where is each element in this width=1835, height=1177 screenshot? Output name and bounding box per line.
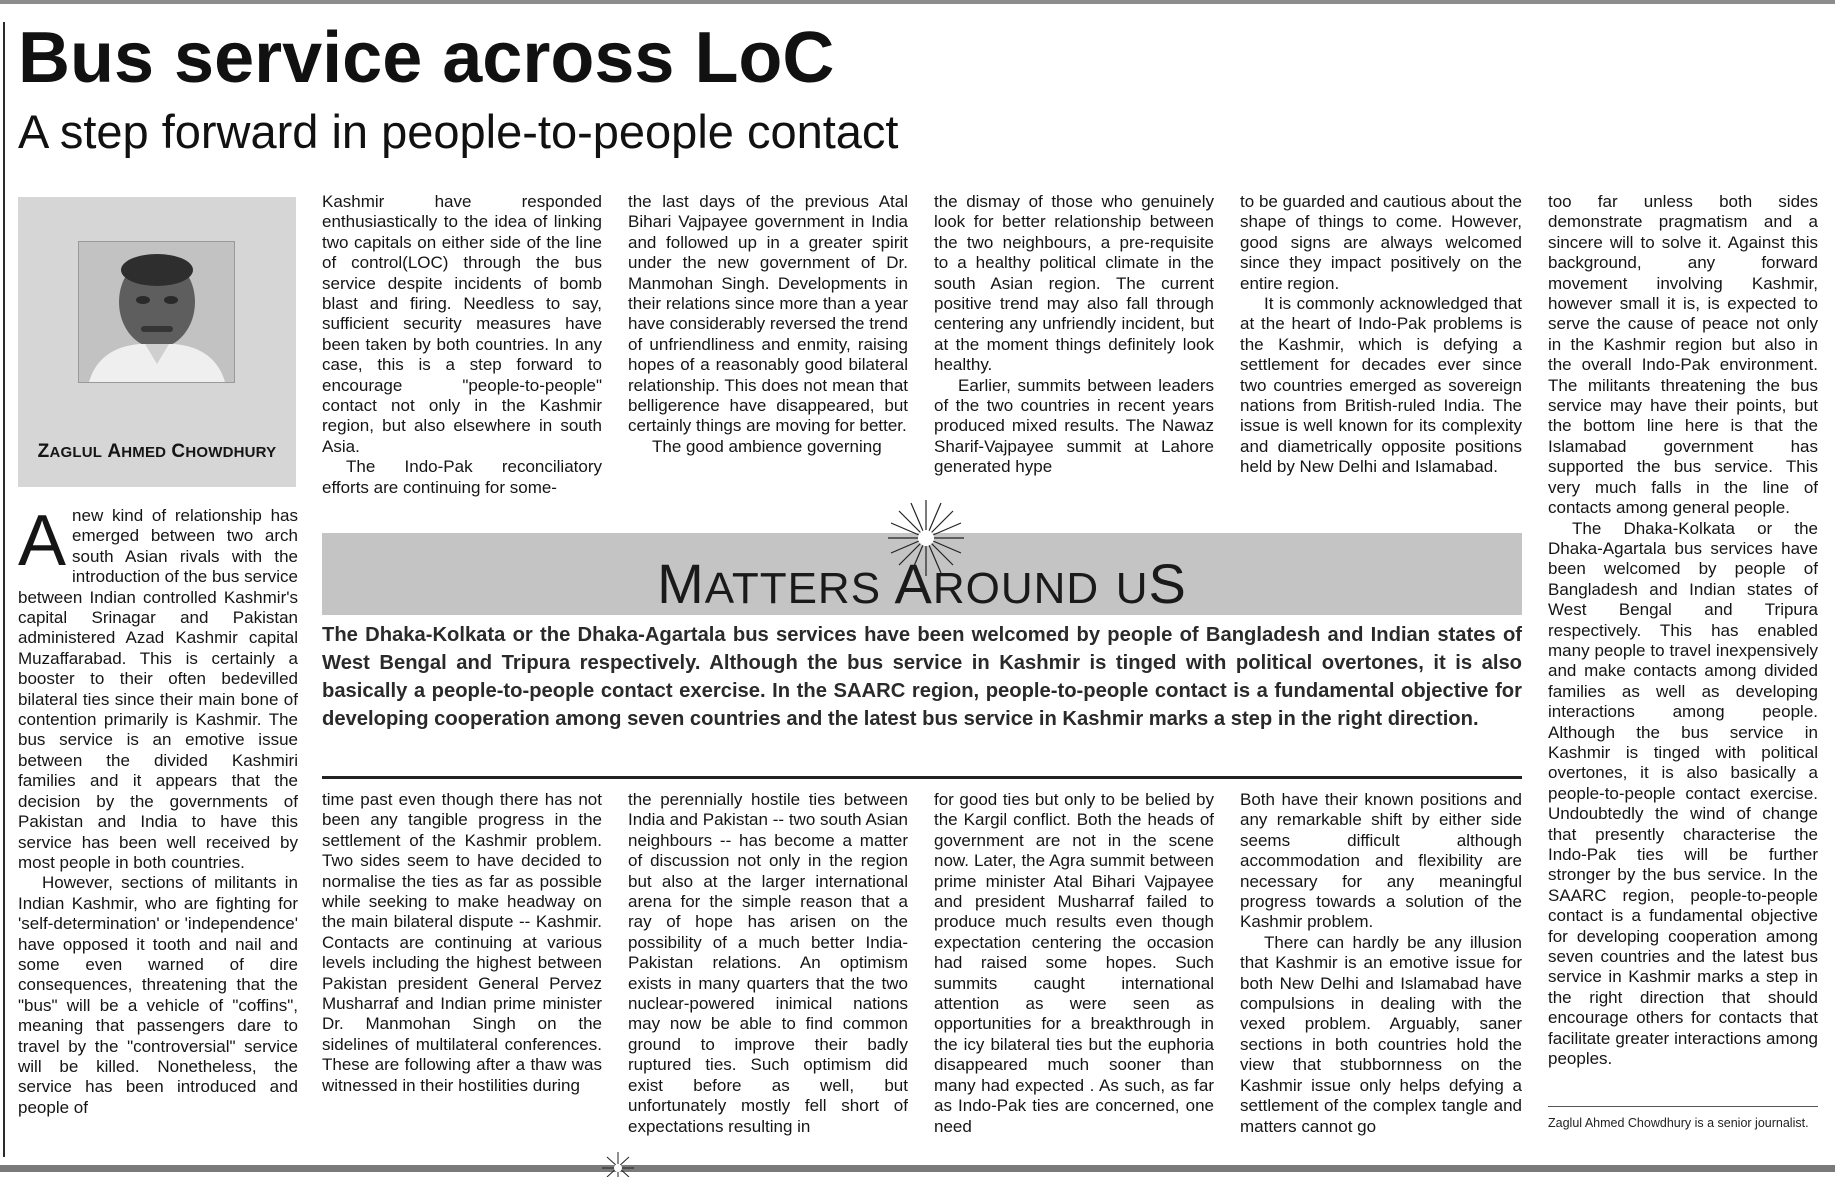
author-byline: ZAGLUL AHMED CHOWDHURY	[37, 441, 277, 462]
paragraph: However, sections of militants in Indian Kashmir, who are fighting for 'self-determination' or 'independence' have opposed it tooth and nail and some even warned of dire consequences, threatening that the "bus" will be a vehicle of "coffins", meaning that passengers dare to travel by the "controversial" service will be killed. Nonetheless, the service has been introduced and people of	[18, 873, 298, 1117]
author-panel	[18, 197, 296, 487]
paragraph: Kashmir have responded enthusiastically to the idea of linking two capitals on either side of the line of control(LOC) through the bus service despite incidents of bomb blast and firing. Needless to say, sufficient security measures have been taken by both countries. In any case, this is a step forward to encourage "people-to-people" contact not only in the Kashmir region, but also elsewhere in south Asia.	[322, 192, 602, 456]
paragraph: for good ties but only to be belied by the Kargil conflict. Both the heads of government are not in the scene now. Later, the Agra summit between prime minister Atal Bihari Vajpayee and president Musharraf failed to produce much results even though expectation centering the occasion had raised some hopes. Such summits caught international attention as were seen as opportunities for a breakthrough in the icy bilateral ties but the euphoria disappeared much sooner than many had expected . As such, as far as Indo-Pak ties are concerned, one need	[934, 790, 1214, 1136]
article-column-2-bottom	[322, 790, 602, 1154]
paragraph: the last days of the previous Atal Bihari Vajpayee government in India and followed up in a greater spirit under the new government of Dr. Manmohan Singh. Developments in their relations since more than a year have considerably reversed the trend of unfriendliness and enmity, raising hopes of a reasonably good bilateral relationship. This does not mean that belligerence have disappeared, but certainly things are moving for better.	[628, 192, 908, 436]
drop-cap: A	[18, 506, 67, 581]
paragraph: time past even though there has not been any tangible progress in the settlement of the Kashmir problem. Two sides seem to have decided to normalise the ties as far as possible while seeking to make headway on the main bilateral dispute -- Kashmir. Contacts are continuing at various levels including the highest between Pakistan president General Pervez Musharraf and Indian prime minister Dr. Manmohan Singh on the sidelines of multilateral conferences. These are following after a thaw was witnessed in their hostilities during	[322, 790, 602, 1095]
section-title: MATTERS AROUND US	[657, 552, 1187, 615]
bottom-rule	[0, 1165, 1835, 1172]
article-column-3-bottom	[628, 790, 908, 1154]
paragraph: new kind of relationship has emerged between two arch south Asian rivals with the introduction of the bus service between Indian controlled Kashmir's capital Srinagar and Pakistan administered Azad Kashmir capital Muzaffarabad. This is certainly a booster to their often bedevilled bilateral ties since their main bone of contention primarily is Kashmir. The bus service is an emotive issue between the divided Kashmiri families and it appears that the decision by the governments of Pakistan and India to have this service has been well received by most people in both countries.	[18, 506, 298, 872]
top-rule	[0, 0, 1835, 4]
article-column-3-top	[628, 192, 908, 504]
paragraph: the dismay of those who genuinely look for better relationship between the two neighbours, a pre-requisite to a healthy political climate in the south Asian region. The current positive trend may also fall through centering any unfriendly incident, but at the moment things definitely look healthy.	[934, 192, 1214, 375]
bottom-starburst-ornament-icon	[598, 1150, 638, 1177]
subheadline: A step forward in people-to-people contact	[18, 105, 899, 158]
article-column-1	[18, 506, 298, 1154]
paragraph: Earlier, summits between leaders of the two countries in recent years produced mixed results. The Nawaz Sharif-Vajpayee summit at Lahore generated hype	[934, 375, 1214, 477]
standfirst-rule	[322, 776, 1522, 779]
article-column-4-top	[934, 192, 1214, 504]
article-column-2-top	[322, 192, 602, 504]
starburst-ornament-icon	[886, 498, 966, 578]
paragraph: too far unless both sides demonstrate pragmatism and a sincere will to solve it. Against this background, any forward movement involving Kashmir, however small it is, is expected to serve the cause of peace not only in the Kashmir region but also in the overall Indo-Pak environment. The militants threatening the bus service may have their points, but the bottom line here is that the Islamabad government has supported the bus service. This very much falls in the line of contacts among general people.	[1548, 192, 1818, 518]
author-credit: Zaglul Ahmed Chowdhury is a senior journalist.	[1548, 1116, 1809, 1130]
paragraph: The Indo-Pak reconciliatory efforts are continuing for some-	[322, 457, 602, 497]
article-column-5-top	[1240, 192, 1522, 504]
article-column-4-bottom	[934, 790, 1214, 1154]
headline: Bus service across LoC	[18, 18, 835, 98]
standfirst: The Dhaka-Kolkata or the Dhaka-Agartala bus services have been welcomed by people of Bangladesh and Indian states of West Bengal and Tripura respectively. Although the bus service in Kashmir is tinged with political overtones, it is also basically a people-to-people contact exercise. In the SAARC region, people-to-people contact is a fundamental objective for developing cooperation among seven countries and the latest bus service in Kashmir marks a step in the right direction.	[322, 624, 1522, 730]
paragraph: Both have their known positions and any remarkable shift by either side seems difficult although accommodation and flexibility are necessary for any meaningful progress towards a solution of the Kashmir problem.	[1240, 790, 1522, 932]
paragraph: The Dhaka-Kolkata or the Dhaka-Agartala bus services have been welcomed by people of Bangladesh and Indian states of West Bengal and Tripura respectively. This has enabled many people to travel inexpensively and make contacts among divided families as well as developing interactions among people. Although the bus service in Kashmir is tinged with political overtones, it is also basically a people-to-people contact exercise. Undoubtedly the wind of change that presently characterise the Indo-Pak ties will be further stronger by the bus service. In the SAARC region, people-to-people contact is a fundamental objective for developing cooperation among seven countries and the latest bus service in Kashmir marks a step in the right direction that should encourage others for contacts that facilitate greater interactions among peoples.	[1548, 518, 1818, 1069]
article-column-6	[1548, 192, 1818, 1096]
left-margin-rule	[3, 22, 5, 1157]
paragraph: the perennially hostile ties between India and Pakistan -- two south Asian neighbours -- has become a matter of discussion not only in the region but also at the larger international arena for the simple reason that a ray of hope has arisen on the possibility of a much better India-Pakistan relations. An optimism exists in many quarters that the two nuclear-powered inimical nations may now be able to find common ground to improve their badly ruptured ties. Such optimism did exist before as well, but unfortunately mostly fell short of expectations resulting in	[628, 790, 908, 1136]
paragraph: to be guarded and cautious about the shape of things to come. However, good signs are always welcomed since they impact positively on the entire region.	[1240, 192, 1522, 293]
author-photo	[78, 241, 235, 383]
author-portrait-image	[79, 242, 234, 382]
article-column-5-bottom	[1240, 790, 1522, 1154]
paragraph: It is commonly acknowledged that at the heart of Indo-Pak problems is the Kashmir, which is defying a settlement for decades ever since two countries emerged as sovereign nations from British-ruled India. The issue is well known for its complexity and diametrically opposite positions held by New Delhi and Islamabad.	[1240, 294, 1522, 477]
credit-rule	[1548, 1106, 1818, 1107]
paragraph: The good ambience governing	[652, 436, 882, 456]
paragraph: There can hardly be any illusion that Kashmir is an emotive issue for both New Delhi and Islamabad have compulsions in dealing with the vexed problem. Arguably, saner sections in both countries hold the view that stubbornness on the Kashmir issue only helps defying a settlement of the complex tangle and matters cannot go	[1240, 932, 1522, 1136]
